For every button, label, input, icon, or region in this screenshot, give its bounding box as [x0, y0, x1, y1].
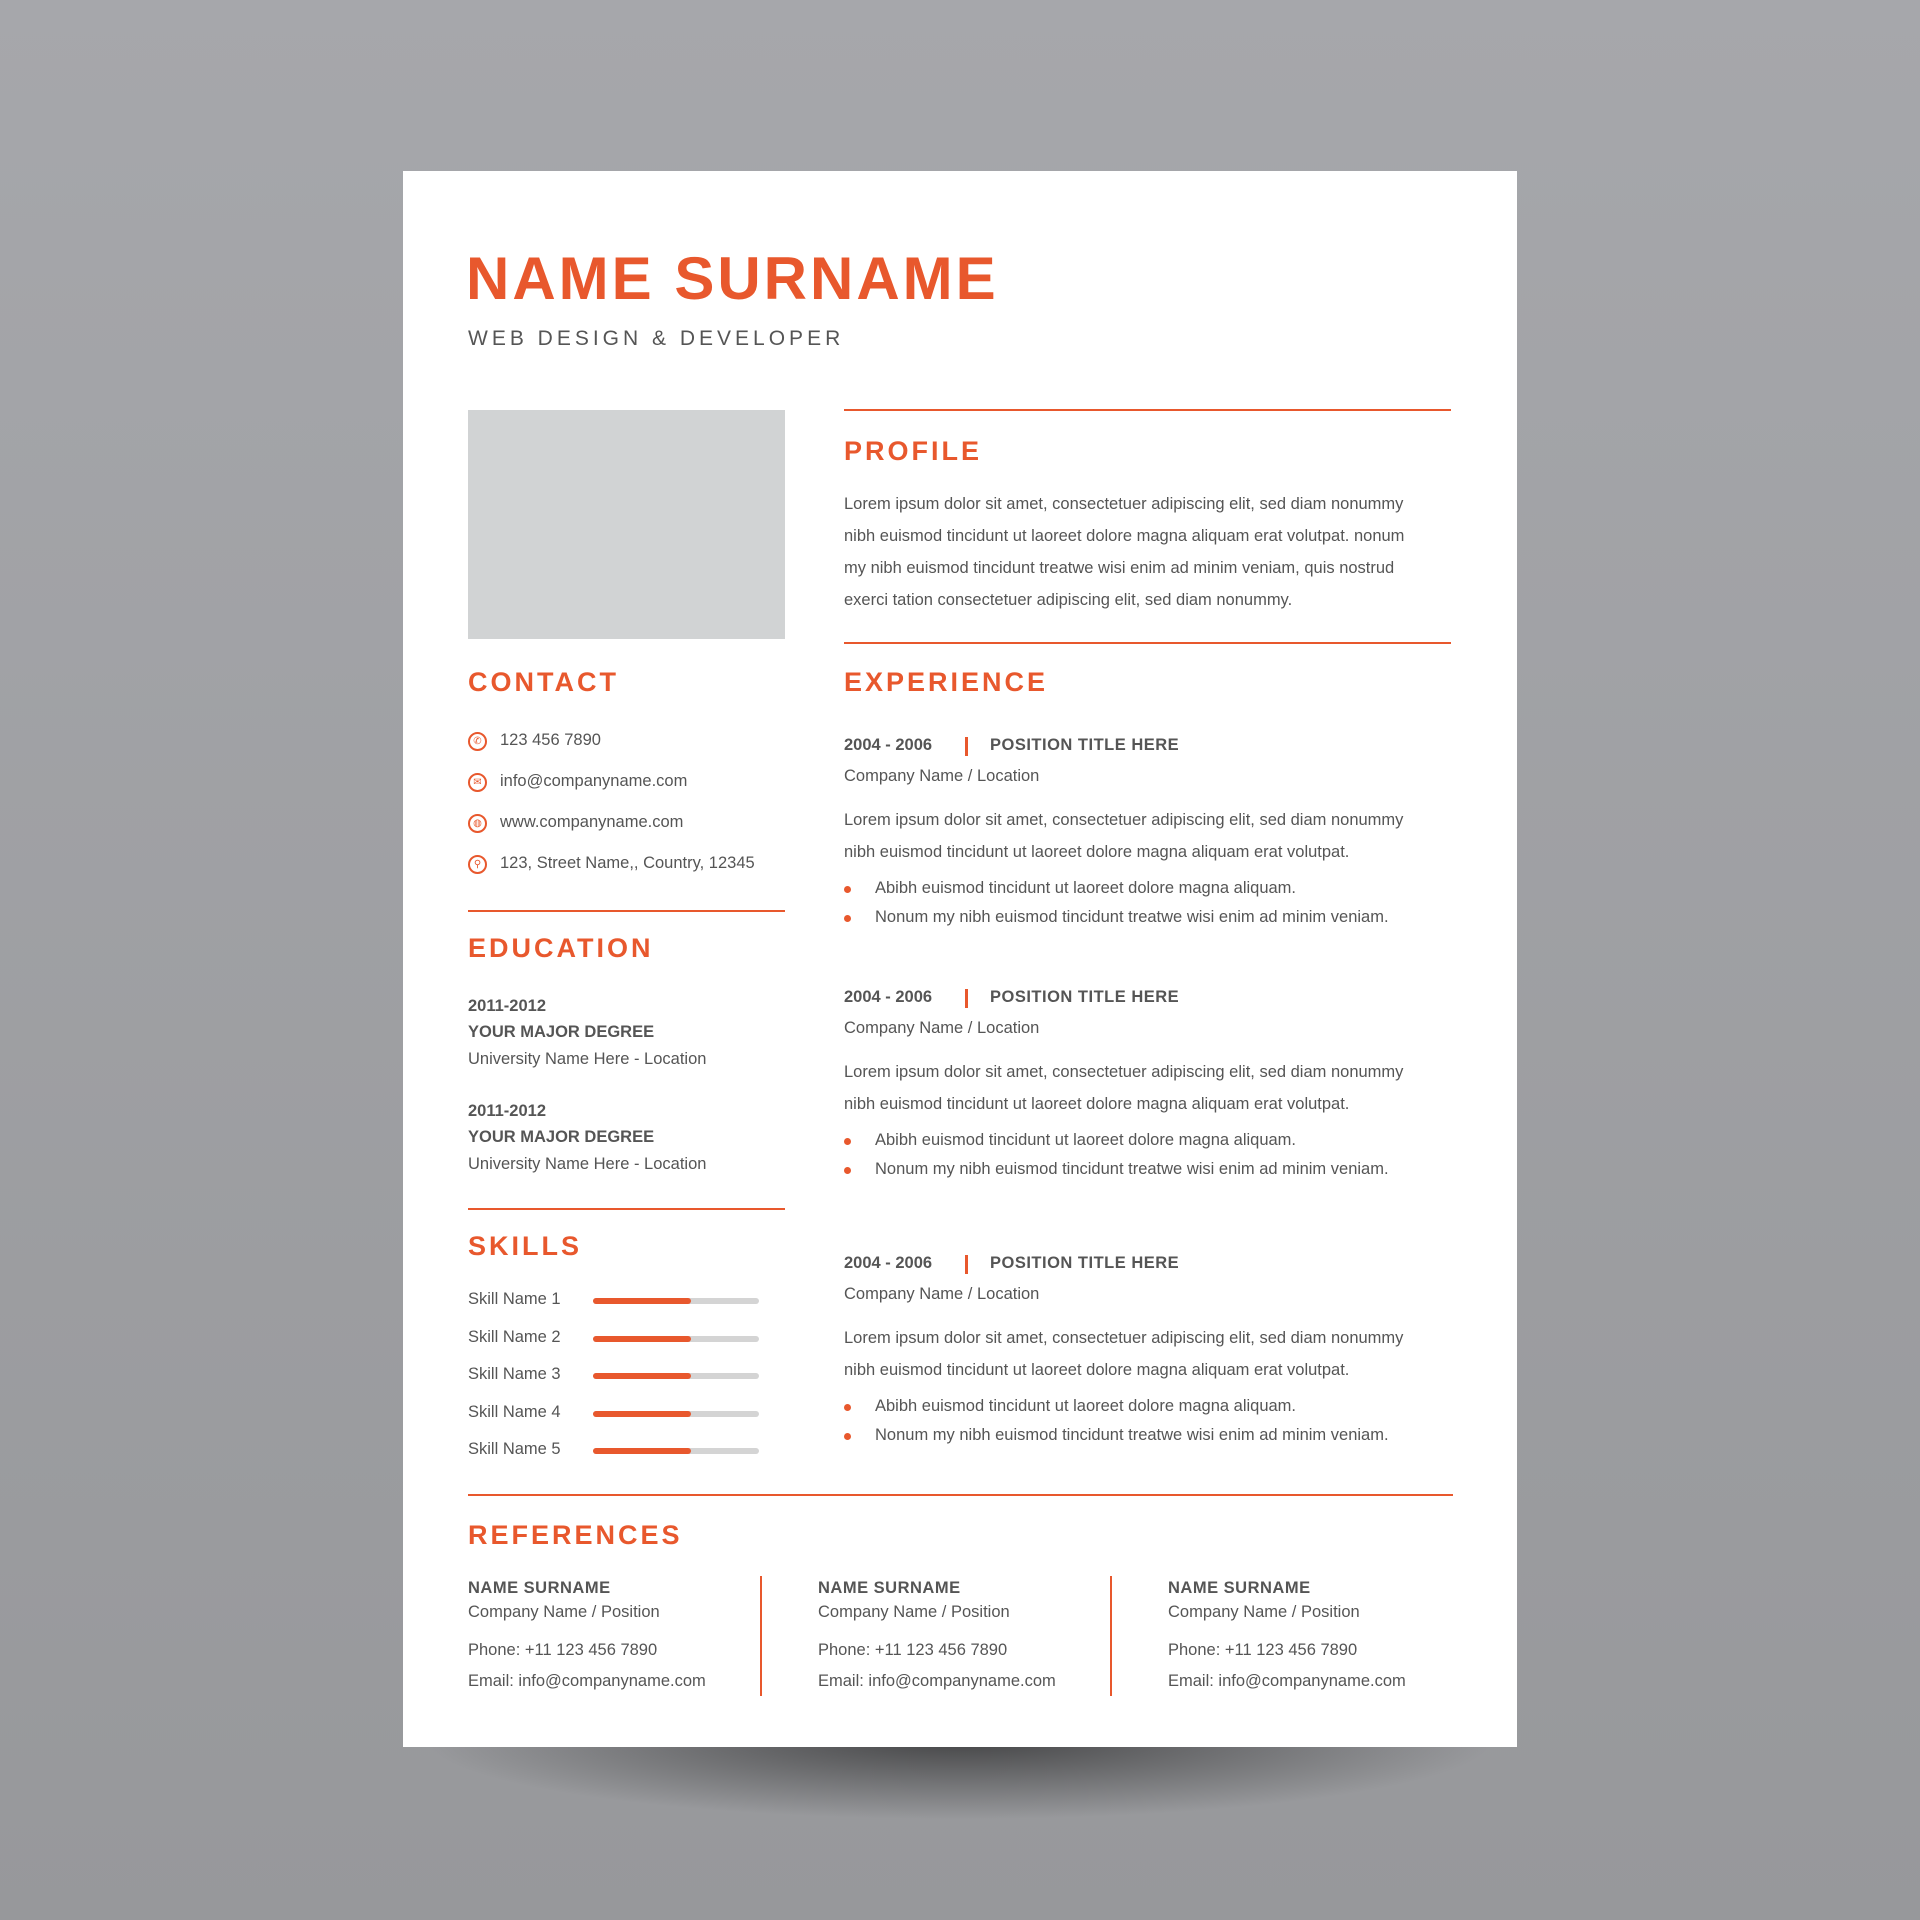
skill-bar-fill: [593, 1448, 691, 1454]
skill-bar: [593, 1373, 759, 1379]
reference-email: Email: info@companyname.com: [1168, 1672, 1406, 1690]
education-degree: YOUR MAJOR DEGREE: [468, 1023, 655, 1041]
skill-bar: [593, 1298, 759, 1304]
education-heading: EDUCATION: [468, 933, 654, 963]
skill-name: Skill Name 5: [468, 1440, 561, 1458]
experience-separator: [965, 737, 968, 756]
experience-bullet: Nonum my nibh euismod tincidunt treatwe wisi enim ad minim veniam.: [875, 1160, 1389, 1178]
experience-text-line: Lorem ipsum dolor sit amet, consectetuer adipiscing elit, sed diam nonummy: [844, 811, 1404, 829]
experience-company: Company Name / Location: [844, 767, 1040, 785]
education-school: University Name Here - Location: [468, 1050, 707, 1068]
references-divider: [468, 1494, 1453, 1496]
skill-name: Skill Name 2: [468, 1327, 561, 1346]
contact-item-text: info@companyname.com: [500, 772, 688, 790]
reference-phone: Phone: +11 123 456 7890: [468, 1641, 658, 1659]
reference-name: NAME SURNAME: [1168, 1579, 1311, 1597]
skill-bar-fill: [593, 1411, 691, 1417]
experience-years: 2004 - 2006: [844, 736, 933, 754]
experience-bullet: Abibh euismod tincidunt ut laoreet dolore magna aliquam.: [875, 879, 1297, 897]
bullet-icon: [844, 1167, 851, 1174]
education-degree: YOUR MAJOR DEGREE: [468, 1128, 655, 1146]
experience-text-line: Lorem ipsum dolor sit amet, consectetuer adipiscing elit, sed diam nonummy: [844, 1329, 1404, 1347]
reference-phone: Phone: +11 123 456 7890: [1168, 1641, 1358, 1659]
photo-placeholder: [468, 410, 785, 639]
experience-separator: [965, 1255, 968, 1274]
skill-bar: [593, 1448, 759, 1454]
mail-icon: ✉: [468, 773, 487, 792]
phone-icon: ✆: [468, 732, 487, 751]
contact-heading: CONTACT: [468, 667, 619, 697]
skills-heading: SKILLS: [468, 1231, 583, 1261]
experience-text-line: nibh euismod tincidunt ut laoreet dolore magna aliquam erat volutpat.: [844, 843, 1350, 861]
reference-company: Company Name / Position: [818, 1603, 1010, 1621]
skill-bar: [593, 1336, 759, 1342]
profile-heading: PROFILE: [844, 436, 983, 466]
experience-position: POSITION TITLE HERE: [990, 736, 1180, 754]
experience-bullet: Abibh euismod tincidunt ut laoreet dolore magna aliquam.: [875, 1131, 1297, 1149]
experience-bullet: Nonum my nibh euismod tincidunt treatwe wisi enim ad minim veniam.: [875, 908, 1389, 926]
page-shadow: [420, 1740, 1500, 1820]
experience-position: POSITION TITLE HERE: [990, 988, 1180, 1006]
reference-company: Company Name / Position: [468, 1603, 660, 1621]
experience-company: Company Name / Location: [844, 1285, 1040, 1303]
profile-text-line: exerci tation consectetuer adipiscing elit, sed diam nonummy.: [844, 591, 1293, 609]
experience-bullet: Nonum my nibh euismod tincidunt treatwe wisi enim ad minim veniam.: [875, 1426, 1389, 1444]
experience-position: POSITION TITLE HERE: [990, 1254, 1180, 1272]
reference-divider: [1110, 1576, 1112, 1696]
skill-name: Skill Name 3: [468, 1365, 561, 1383]
experience-separator: [965, 989, 968, 1008]
education-years: 2011-2012: [468, 997, 546, 1015]
bullet-icon: [844, 1433, 851, 1440]
experience-text-line: nibh euismod tincidunt ut laoreet dolore magna aliquam erat volutpat.: [844, 1095, 1350, 1113]
references-heading: REFERENCES: [468, 1520, 683, 1550]
experience-company: Company Name / Location: [844, 1019, 1040, 1037]
experience-heading: EXPERIENCE: [844, 667, 1049, 697]
profile-text-line: nibh euismod tincidunt ut laoreet dolore magna aliquam erat volutpat. nonum: [844, 527, 1405, 545]
profile-text-line: my nibh euismod tincidunt treatwe wisi enim ad minim veniam, quis nostrud: [844, 559, 1395, 577]
skill-bar-fill: [593, 1298, 691, 1304]
job-title: WEB DESIGN & DEVELOPER: [468, 327, 845, 350]
experience-bullet: Abibh euismod tincidunt ut laoreet dolore magna aliquam.: [875, 1397, 1297, 1415]
skill-name: Skill Name 4: [468, 1402, 561, 1421]
education-years: 2011-2012: [468, 1102, 546, 1120]
reference-email: Email: info@companyname.com: [818, 1672, 1056, 1690]
skill-bar: [593, 1411, 759, 1417]
skill-bar-fill: [593, 1373, 691, 1379]
profile-text-line: Lorem ipsum dolor sit amet, consectetuer adipiscing elit, sed diam nonummy: [844, 495, 1404, 513]
skills-divider: [468, 1208, 785, 1210]
name-title: NAME SURNAME: [466, 245, 999, 312]
experience-years: 2004 - 2006: [844, 988, 933, 1006]
experience-divider: [844, 642, 1451, 644]
skill-bar-fill: [593, 1336, 691, 1342]
education-school: University Name Here - Location: [468, 1155, 707, 1173]
reference-company: Company Name / Position: [1168, 1603, 1360, 1621]
bullet-icon: [844, 1138, 851, 1145]
experience-text-line: nibh euismod tincidunt ut laoreet dolore magna aliquam erat volutpat.: [844, 1361, 1350, 1379]
profile-divider: [844, 409, 1451, 411]
reference-email: Email: info@companyname.com: [468, 1672, 706, 1690]
education-divider: [468, 910, 785, 912]
contact-item-text: 123 456 7890: [500, 731, 601, 749]
location-pin-icon: ⚲: [468, 855, 487, 874]
reference-divider: [760, 1576, 762, 1696]
reference-name: NAME SURNAME: [818, 1579, 961, 1597]
reference-phone: Phone: +11 123 456 7890: [818, 1641, 1008, 1659]
reference-name: NAME SURNAME: [468, 1579, 611, 1597]
experience-text-line: Lorem ipsum dolor sit amet, consectetuer adipiscing elit, sed diam nonummy: [844, 1063, 1404, 1081]
bullet-icon: [844, 1404, 851, 1411]
contact-item-text: www.companyname.com: [500, 813, 684, 831]
experience-years: 2004 - 2006: [844, 1254, 933, 1272]
skill-name: Skill Name 1: [468, 1290, 561, 1308]
bullet-icon: [844, 915, 851, 922]
contact-item-text: 123, Street Name,, Country, 12345: [500, 854, 755, 872]
bullet-icon: [844, 886, 851, 893]
globe-icon: ◍: [468, 814, 487, 833]
